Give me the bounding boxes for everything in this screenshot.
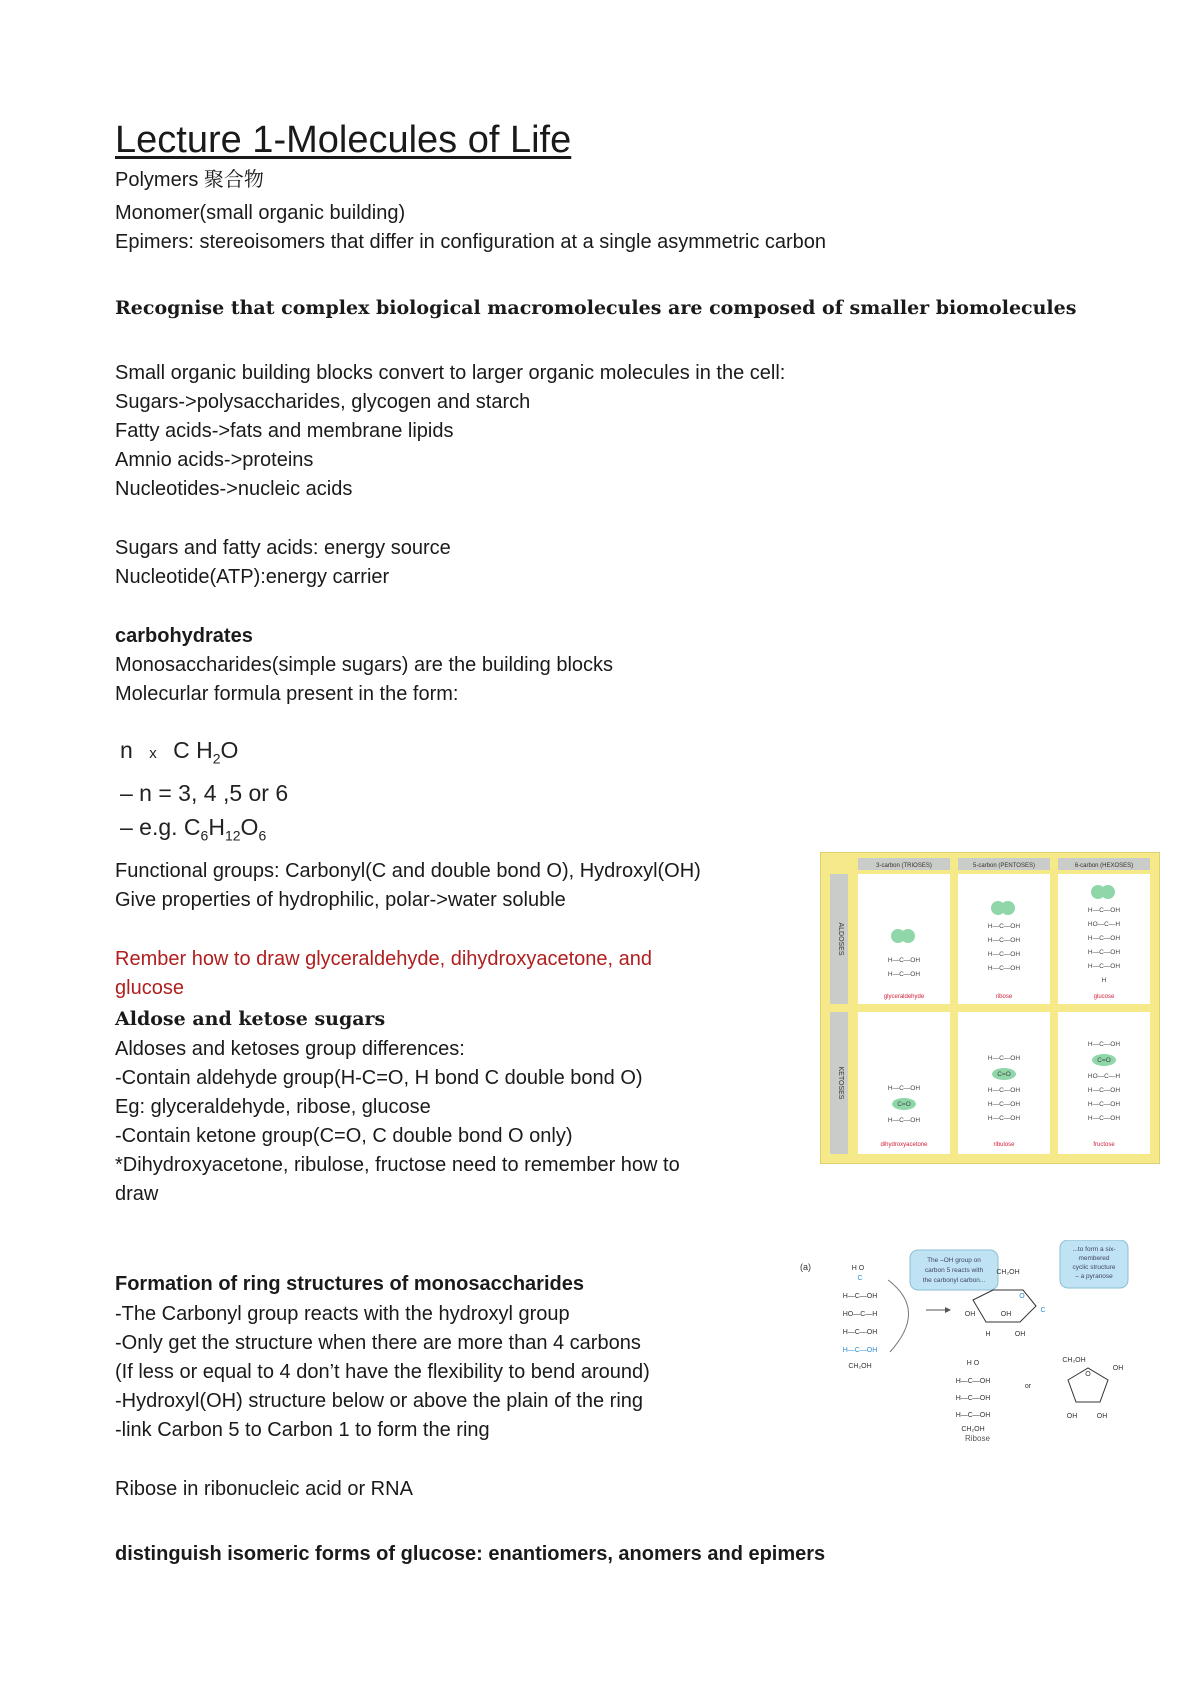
callout2-line4: – a pyranose (1075, 1273, 1113, 1280)
svg-text:HO—C—H: HO—C—H (842, 1311, 878, 1318)
dihydroxy-line-1: *Dihydroxyacetone, ribulose, fructose need to remember how to (115, 1154, 680, 1176)
energy-carrier-line: Nucleotide(ATP):energy carrier (115, 566, 390, 588)
row-label-aldoses: ALDOSES (837, 922, 844, 956)
remember-line-2: glucose (115, 977, 184, 999)
formula-o2: O (240, 813, 259, 840)
name-glucose: glucose (1093, 994, 1115, 1000)
svg-text:C=O: C=O (1097, 1057, 1111, 1064)
svg-text:H—C—OH: H—C—OH (842, 1347, 878, 1354)
formula-h: H (208, 813, 225, 840)
col-header-hexoses: 6-carbon (HEXOSES) (1074, 863, 1134, 869)
svg-text:H—C—OH: H—C—OH (955, 1378, 991, 1385)
or-label: or (1024, 1383, 1032, 1390)
heading-isomeric-forms: distinguish isomeric forms of glucose: enantiomers, anomers and epimers (115, 1543, 826, 1565)
callout1-line1: The –OH group on (927, 1257, 981, 1264)
formula-sub-12: 12 (224, 827, 241, 844)
formula-ch: C H (173, 737, 213, 763)
ring-line-4: -Hydroxyl(OH) structure below or above the plain of the ring (115, 1390, 644, 1412)
callout2-line3: cyclic structure (1072, 1264, 1116, 1271)
formula-sub-2: 2 (212, 750, 221, 767)
amino-acids-line: Amnio acids->proteins (115, 449, 314, 471)
sugar-structures-figure (820, 852, 1160, 1164)
svg-text:CH₂OH: CH₂OH (996, 1269, 1020, 1276)
svg-text:HO—C—H: HO—C—H (1087, 921, 1121, 928)
monomer-line: Monomer(small organic building) (115, 202, 406, 224)
svg-text:OH: OH (1112, 1365, 1124, 1372)
svg-text:H—C—OH: H—C—OH (1087, 949, 1121, 956)
svg-text:H—C—OH: H—C—OH (887, 1085, 921, 1092)
svg-text:HO—C—H: HO—C—H (1087, 1073, 1121, 1080)
callout2-line1: ...to form a six- (1072, 1246, 1116, 1253)
name-glyceraldehyde: glyceraldehyde (883, 994, 925, 1000)
svg-text:H—C—OH: H—C—OH (887, 971, 921, 978)
functional-groups-line: Functional groups: Carbonyl(C and double bond O), Hydroxyl(OH) (115, 860, 701, 882)
svg-text:C=O: C=O (997, 1071, 1011, 1078)
ketone-line: -Contain ketone group(C=O, C double bond O only) (115, 1125, 573, 1147)
svg-text:H—C—OH: H—C—OH (842, 1293, 878, 1300)
formula-sub-6a: 6 (200, 827, 209, 844)
formula-line-1 (120, 733, 288, 776)
panel-label: (a) (800, 1262, 811, 1272)
svg-text:H—C—OH: H—C—OH (987, 937, 1021, 944)
svg-text:H—C—OH: H—C—OH (987, 1115, 1021, 1122)
name-fructose: fructose (1093, 1142, 1115, 1148)
remember-line-1: Rember how to draw glyceraldehyde, dihydroxyacetone, and (115, 948, 652, 970)
svg-text:OH: OH (1066, 1413, 1078, 1420)
svg-text:H—C—OH: H—C—OH (987, 965, 1021, 972)
svg-text:H—C—OH: H—C—OH (987, 1055, 1021, 1062)
svg-text:H—C—OH: H—C—OH (842, 1329, 878, 1336)
svg-text:C=O: C=O (897, 1101, 911, 1108)
formula-n: n (120, 737, 133, 763)
name-ribulose: ribulose (993, 1142, 1015, 1148)
formula-sub-6b: 6 (258, 827, 267, 844)
svg-text:CH₂OH: CH₂OH (961, 1426, 985, 1433)
col-header-pentoses: 5-carbon (PENTOSES) (973, 863, 1035, 869)
formula-line-2: – n = 3, 4 ,5 or 6 (120, 779, 289, 806)
svg-text:H—C—OH: H—C—OH (955, 1412, 991, 1419)
general-formula (120, 733, 288, 852)
svg-text:H—C—OH: H—C—OH (1087, 907, 1121, 914)
svg-text:H—C—OH: H—C—OH (987, 1087, 1021, 1094)
polymers-line: Polymers 聚合物 (115, 169, 264, 191)
svg-text:H—C—OH: H—C—OH (1087, 1087, 1121, 1094)
svg-text:H—C—OH: H—C—OH (1087, 1101, 1121, 1108)
small-blocks-line: Small organic building blocks convert to larger organic molecules in the cell: (115, 362, 786, 384)
svg-text:CH₂OH: CH₂OH (1062, 1357, 1086, 1364)
svg-text:H—C—OH: H—C—OH (987, 1101, 1021, 1108)
epimers-line: Epimers: stereoisomers that differ in configuration at a single asymmetric carbon (115, 231, 827, 253)
col-header-trioses: 3-carbon (TRIOSES) (876, 863, 932, 869)
svg-text:H—C—OH: H—C—OH (987, 951, 1021, 958)
svg-text:OH: OH (1000, 1311, 1012, 1318)
aldehyde-line: -Contain aldehyde group(H-C=O, H bond C double bond O) (115, 1067, 643, 1089)
svg-text:OH: OH (964, 1311, 976, 1318)
heading-recognise: Recognise that complex biological macromolecules are composed of smaller biomolecules (115, 297, 1077, 319)
svg-text:H: H (1101, 977, 1107, 984)
svg-text:H—C—OH: H—C—OH (1087, 935, 1121, 942)
formula-line-3 (120, 810, 288, 853)
name-ribose: ribose (995, 994, 1013, 1000)
ring-formation-figure (798, 1240, 1158, 1440)
page-title: Lecture 1-Molecules of Life (115, 119, 572, 161)
svg-text:C: C (1040, 1307, 1046, 1314)
formula-x: x (149, 745, 157, 762)
svg-text:H—C—OH: H—C—OH (1087, 1115, 1121, 1122)
ring-line-1: -The Carbonyl group reacts with the hydroxyl group (115, 1303, 570, 1325)
svg-text:H—C—OH: H—C—OH (887, 1117, 921, 1124)
heading-aldose-ketose: Aldose and ketose sugars (115, 1008, 386, 1030)
svg-text:C: C (857, 1275, 863, 1282)
callout1-line3: the carbonyl carbon... (922, 1277, 986, 1284)
heading-ring-formation: Formation of ring structures of monosaccharides (115, 1273, 584, 1295)
heading-carbohydrates: carbohydrates (115, 625, 253, 647)
svg-text:H: H (985, 1331, 991, 1338)
row-label-ketoses: KETOSES (837, 1066, 844, 1100)
ring-line-5: -link Carbon 5 to Carbon 1 to form the ring (115, 1419, 490, 1441)
sugars-line: Sugars->polysaccharides, glycogen and starch (115, 391, 531, 413)
name-dihydroxyacetone: dihydroxyacetone (880, 1142, 928, 1148)
formula-o: O (220, 737, 239, 763)
monosaccharides-line: Monosaccharides(simple sugars) are the building blocks (115, 654, 614, 676)
svg-text:CH₂OH: CH₂OH (848, 1363, 872, 1370)
svg-text:H O: H O (851, 1265, 865, 1272)
properties-line: Give properties of hydrophilic, polar->water soluble (115, 889, 566, 911)
ring-line-2: -Only get the structure when there are more than 4 carbons (115, 1332, 641, 1354)
ribose-line: Ribose in ribonucleic acid or RNA (115, 1478, 413, 1500)
svg-text:H—C—OH: H—C—OH (987, 923, 1021, 930)
dihydroxy-line-2: draw (115, 1183, 159, 1205)
svg-text:O: O (1085, 1371, 1091, 1378)
svg-text:H O: H O (966, 1360, 980, 1367)
fatty-acids-line: Fatty acids->fats and membrane lipids (115, 420, 454, 442)
svg-text:H—C—OH: H—C—OH (955, 1395, 991, 1402)
formula-eg: – e.g. C (120, 813, 201, 840)
svg-text:OH: OH (1014, 1331, 1026, 1338)
aldose-diff-line: Aldoses and ketoses group differences: (115, 1038, 465, 1060)
svg-text:H—C—OH: H—C—OH (887, 957, 921, 964)
svg-text:OH: OH (1096, 1413, 1108, 1420)
svg-text:O: O (1019, 1293, 1025, 1300)
nucleotides-line: Nucleotides->nucleic acids (115, 478, 353, 500)
molecular-formula-line: Molecurlar formula present in the form: (115, 683, 459, 705)
energy-source-line: Sugars and fatty acids: energy source (115, 537, 451, 559)
svg-text:H—C—OH: H—C—OH (1087, 963, 1121, 970)
eg-aldose-line: Eg: glyceraldehyde, ribose, glucose (115, 1096, 431, 1118)
svg-text:H—C—OH: H—C—OH (1087, 1041, 1121, 1048)
ribose-caption: Ribose (965, 1434, 990, 1443)
ring-line-3: (If less or equal to 4 don’t have the flexibility to bend around) (115, 1361, 650, 1383)
callout2-line2: membered (1078, 1255, 1110, 1262)
callout1-line2: carbon 5 reacts with (924, 1267, 984, 1274)
